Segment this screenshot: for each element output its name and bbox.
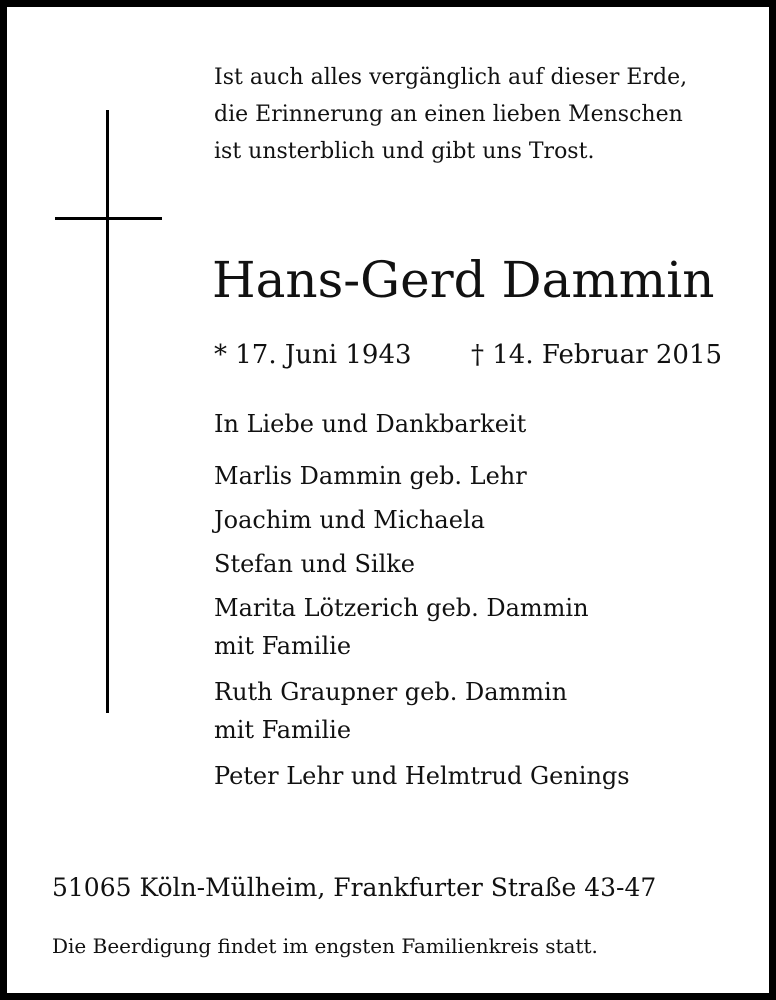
mourner-entry: Peter Lehr und Helmtrud Genings bbox=[214, 762, 630, 790]
mourner-entry: mit Familie bbox=[214, 632, 352, 660]
mourner-entry: Ruth Graupner geb. Dammin bbox=[214, 678, 568, 706]
sentiment-line: In Liebe und Dankbarkeit bbox=[214, 410, 527, 438]
cross-horizontal-bar bbox=[55, 217, 162, 220]
birth-date: * 17. Juni 1943 bbox=[214, 340, 412, 370]
mourner-entry: Marita Lötzerich geb. Dammin bbox=[214, 594, 589, 622]
quote-line: Ist auch alles vergänglich auf dieser Erde, bbox=[214, 65, 688, 90]
mourner-entry: Stefan und Silke bbox=[214, 550, 416, 578]
quote-line: ist unsterblich und gibt uns Trost. bbox=[214, 139, 595, 164]
mourner-entry: mit Familie bbox=[214, 716, 352, 744]
mourner-entry: Marlis Dammin geb. Lehr bbox=[214, 462, 527, 490]
cross-vertical-bar bbox=[106, 110, 109, 713]
funeral-notice: Die Beerdigung findet im engsten Familienkreis statt. bbox=[52, 934, 598, 958]
death-date: † 14. Februar 2015 bbox=[471, 340, 723, 370]
memorial-quote bbox=[214, 59, 734, 170]
address-line: 51065 Köln-Mülheim, Frankfurter Straße 43-47 bbox=[52, 873, 657, 902]
deceased-name: Hans-Gerd Dammin bbox=[212, 251, 715, 309]
mourner-entry: Joachim und Michaela bbox=[214, 506, 485, 534]
quote-line: die Erinnerung an einen lieben Menschen bbox=[214, 102, 683, 127]
mourners-list bbox=[214, 457, 754, 795]
